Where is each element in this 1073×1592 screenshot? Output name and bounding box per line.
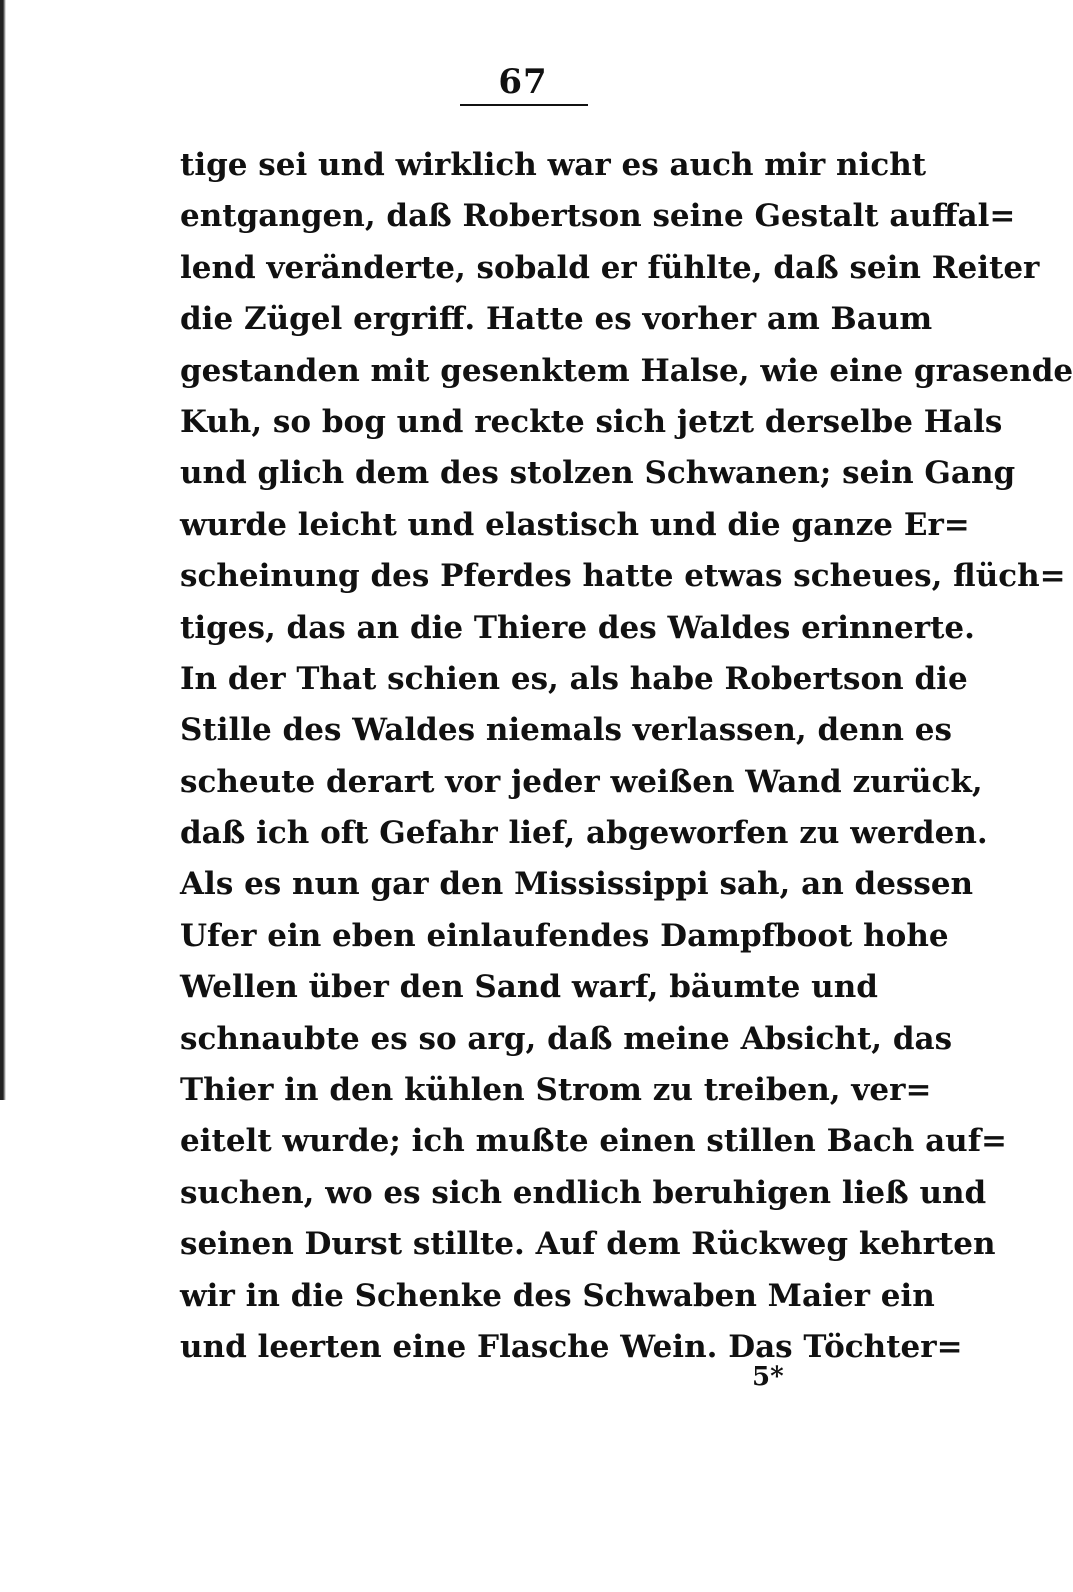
text-line: wir in die Schenke des Schwaben Maier ein xyxy=(180,1277,935,1314)
text-line: und leerten eine Flasche Wein. Das Töchter= xyxy=(180,1328,963,1365)
text-line: die Zügel ergriff. Hatte es vorher am Baum xyxy=(180,301,933,338)
body-text xyxy=(180,140,1073,1373)
text-line: Stille des Waldes niemals verlassen, denn es xyxy=(180,712,952,749)
text-line: tige sei und wirklich war es auch mir nicht xyxy=(180,147,927,183)
page-edge-shadow xyxy=(0,0,6,1100)
text-line: eitelt wurde; ich mußte einen stillen Bach auf= xyxy=(180,1123,1008,1160)
text-line: Thier in den kühlen Strom zu treiben, ver= xyxy=(180,1072,932,1109)
text-line: daß ich oft Gefahr lief, abgeworfen zu werden. xyxy=(180,815,988,852)
text-line: Kuh, so bog und reckte sich jetzt derselbe Hals xyxy=(180,403,1003,440)
text-line: gestanden mit gesenktem Halse, wie eine grasende xyxy=(180,352,1073,389)
text-line: seinen Durst stillte. Auf dem Rückweg kehrten xyxy=(180,1226,996,1263)
text-line: Ufer ein eben einlaufendes Dampfboot hohe xyxy=(180,917,949,954)
text-line: lend veränderte, sobald er fühlte, daß sein Reiter xyxy=(180,249,1040,286)
header-rule xyxy=(460,104,588,106)
text-line: Als es nun gar den Mississippi sah, an dessen xyxy=(180,866,974,903)
text-line: Wellen über den Sand warf, bäumte und xyxy=(180,969,878,1006)
text-line: und glich dem des stolzen Schwanen; sein Gang xyxy=(180,455,1016,492)
text-line: tiges, das an die Thiere des Waldes erinnerte. xyxy=(180,609,975,646)
text-line: wurde leicht und elastisch und die ganze Er= xyxy=(180,506,970,543)
text-line: schnaubte es so arg, daß meine Absicht, das xyxy=(180,1020,953,1057)
text-line: scheinung des Pferdes hatte etwas scheues, flüch= xyxy=(180,558,1066,595)
text-line: suchen, wo es sich endlich beruhigen ließ und xyxy=(180,1174,987,1211)
text-line: entgangen, daß Robertson seine Gestalt auffal= xyxy=(180,198,1016,235)
signature-mark: 5* xyxy=(752,1362,784,1392)
text-line: In der That schien es, als habe Robertson die xyxy=(180,660,968,697)
page-number: 67 xyxy=(498,62,548,102)
text-line: scheute derart vor jeder weißen Wand zurück, xyxy=(180,763,983,800)
